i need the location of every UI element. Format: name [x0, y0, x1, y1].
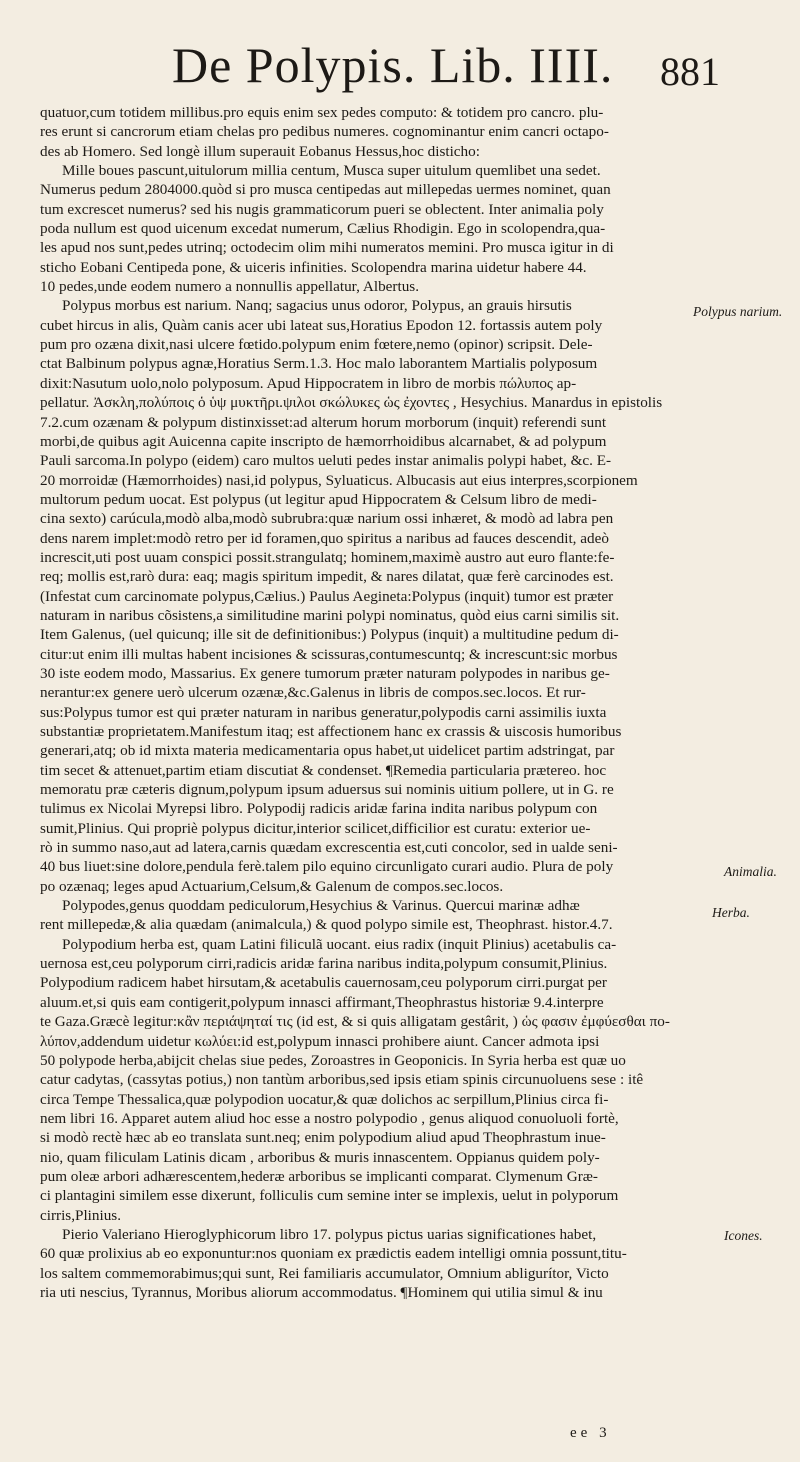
text-line: ci plantagini similem esse dixerunt, folliculis cum semine inter se implexis, uelut in polyporum — [40, 1187, 619, 1205]
text-line: λύπον,addendum uidetur κωλύει:id est,polypum innasci prohibere aiunt. Cancer admota ipsi — [40, 1032, 600, 1050]
text-line: Polypodium herba est, quam Latini filiculã uocant. eius radix (inquit Plinius) acetabulis ca- — [62, 935, 617, 953]
text-line: uernosa est,ceu polyporum cirri,radicis aridæ farina naribus indita,polypum consumit,Plinius. — [40, 955, 608, 973]
text-line: 30 iste eodem modo, Massarius. Ex genere tumorum præter naturam polypodes in naribus ge- — [40, 664, 610, 682]
text-line: nerantur:ex genere uerò ulcerum ozænæ,&c.Galenus in libris de compos.sec.locos. Et rur- — [40, 684, 586, 702]
text-line: aluum.et,si quis eam contigerit,polypum innasci affirmant,Theophrastus historiæ 9.4.interpre — [40, 993, 604, 1011]
text-line: generari,atq; ob id mixta materia medicamentaria opus habet,ut uidelicet partim adstringat, par — [40, 742, 615, 760]
text-line: Pauli sarcoma.In polypo (eidem) caro multos ueluti pedes instar animalis polypi habet, &c. E- — [40, 452, 612, 470]
text-line: des ab Homero. Sed longè illum superauit Eobanus Hessus,hoc disticho: — [40, 142, 480, 160]
text-line: cirris,Plinius. — [40, 1206, 122, 1224]
text-line: Numerus pedum 2804000.quòd si pro musca centipedas aut millepedas uermes nominet, quan — [40, 181, 611, 199]
text-line: rò in summo naso,aut ad latera,carnis quædam excrescentia est,cuti concolor, sed in ualde seni- — [40, 839, 618, 857]
text-line: si modò rectè hæc ab eo translata sunt.neq; enim polypodium aliud apud Theophrastum inue- — [40, 1129, 606, 1147]
text-line: sus:Polypus tumor est qui præter naturam in naribus generatur,polypodis carni assimilis iuxta — [40, 703, 607, 721]
margin-note-herba: Herba. — [712, 905, 750, 920]
folio-number: 881 — [660, 49, 720, 94]
paragraph — [40, 103, 690, 161]
running-title: De Polypis. Lib. IIII. — [172, 37, 614, 93]
margin-note-icones: Icones. — [724, 1228, 763, 1243]
text-line: les apud nos sunt,pedes utrinq; octodecim olim mihi numeratos memini. Pro musca igitur in di — [40, 239, 614, 257]
text-line: Polypus morbus est narium. Nanq; sagacius unus odoror, Polypus, an grauis hirsutis — [62, 297, 572, 315]
paragraph — [40, 1225, 690, 1302]
text-line: morbi,de quibus agit Auicenna capite inscripto de hæmorrhoidibus alcarnabet, & ad polypum — [40, 432, 607, 450]
text-line: pellatur. Ἀσκλη,πολύποις ὁ ὑψ μυκτῆρι.ψιλοι σκώλυκες ὡς ἐχοντες , Hesychius. Manardus in epistolis — [40, 394, 663, 412]
paragraph — [40, 296, 690, 896]
text-line: Pierio Valeriano Hieroglyphicorum libro 17. polypus pictus uarias significationes habet, — [62, 1225, 597, 1243]
text-line: 40 bus liuet:sine dolore,pendula ferè.talem pilo equino circunligato curari audio. Plura de poly — [40, 858, 614, 876]
text-line: memoratu præ cæteris dignum,polypum ipsum aduersus sui nominis uitium pollere, ut in G. re — [40, 781, 614, 799]
text-line: Item Galenus, (uel quicunq; ille sit de definitionibus:) Polypus (inquit) a multitudine pedum di- — [40, 626, 619, 644]
text-line: multorum pedum uocat. Est polypus (ut legitur apud Hippocratem & Celsum libro de medi- — [40, 490, 597, 508]
text-line: cubet hircus in alis, Quàm canis acer ubi lateat sus,Horatius Epodon 12. fortassis autem poly — [40, 316, 603, 334]
text-line: te Gaza.Græcè legitur:κἂν περιάψηταί τις (id est, & si quis alligatam gestârit, ) ὡς φασιν ἐμφύεσθαι πο- — [40, 1013, 670, 1031]
text-line: tim secet & attenuet,partim etiam discutiat & condenset. ¶Remedia particularia prætereo. hoc — [40, 761, 607, 779]
text-line: dixit:Nasutum uolo,nolo polyposum. Apud Hippocratem in libro de morbis πώλυπος ap- — [40, 374, 577, 392]
text-line: tum excrescet numerus? sed his nugis grammaticorum pueri se oblectent. Inter animalia poly — [40, 200, 604, 218]
text-line: res erunt si cancrorum etiam chelas pro pedibus numeres. cognominantur enim cancri octapo- — [40, 123, 609, 141]
text-line: dens narem implet:modò retro per id foramen,quo spiritus a naribus ad fauces descendit, adeò — [40, 529, 609, 547]
text-line: po ozænaq; leges apud Actuarium,Celsum,& Galenum de compos.sec.locos. — [40, 877, 504, 895]
main-text-block — [40, 103, 690, 1302]
paragraph — [40, 935, 690, 1225]
text-line: Polypodium radicem habet hirsutam,& acetabulis cauernosam,ceu polyporum cirri.purgat per — [40, 974, 607, 992]
text-line: naturam in naribus cõsistens,a similitudine marini polypi nominatus, quòd eius carni similis sit. — [40, 606, 620, 624]
text-line: tulimus ex Nicolai Myrepsi libro. Polypodij radicis aridæ farina indita naribus polypum con — [40, 800, 598, 818]
text-line: req; mollis est,rarò dura: eaq; magis spiritum impedit, & nares dilatat, quæ ferè carcinodes est. — [40, 568, 614, 586]
text-line: ria uti nescius, Tyrannus, Moribus aliorum accommodatus. ¶Hominem qui utilia simul & inu — [40, 1283, 603, 1301]
text-line: Mille boues pascunt,uitulorum millia centum, Musca super uitulum quemlibet una sedet. — [62, 162, 601, 180]
text-line: sumit,Plinius. Qui propriè polypus dicitur,interior scilicet,difficilior est curatu: exterior ue- — [40, 819, 591, 837]
text-line: quatuor,cum totidem millibus.pro equis enim sex pedes computo: & totidem pro cancro. plu- — [40, 104, 604, 121]
text-line: substantiæ proprietatem.Manifestum itaq; est affectionem hanc ex crassis & uiscosis humoribus — [40, 723, 622, 740]
text-line: Polypodes,genus quoddam pediculorum,Hesychius & Varinus. Quercui marinæ adhæ — [62, 897, 580, 915]
margin-note-animalia: Animalia. — [724, 864, 777, 879]
text-line: pum pro ozæna dixit,nasi ulcere fœtido.polypum enim fœtere,nemo (opinor) scripsit. Dele- — [40, 336, 593, 354]
text-line: poda nullum est quod uicenum excedat numerum, Cælius Rhodigin. Ego in scolopendra,qua- — [40, 220, 606, 238]
text-line: sticho Eobani Centipeda pone, & uiceris infinities. Scolopendra marina uidetur habere 44. — [40, 258, 587, 276]
text-line: 7.2.cum ozænam & polypum distinxisset:ad alterum horum morborum (inquit) referendi sunt — [40, 413, 607, 431]
text-line: catur cadytas, (cassytas potius,) non tantùm arboribus,sed ipsis etiam spinis circunuoluens sese : itê — [40, 1071, 644, 1089]
text-line: los saltem commemorabimus;qui sunt, Rei familiaris accumulator, Omnium abligurítor, Victo — [40, 1264, 609, 1282]
text-line: increscit,uti post uuam conspici possit.strangulatq; hominem,maximè austro aut euro flante:fe- — [40, 548, 615, 566]
margin-note-polypus-narium: Polypus narium. — [693, 304, 783, 319]
text-line: rent millepedæ,& alia quædam (animalcula,) & quod polypo simile est, Theophrast. histor.4.7. — [40, 916, 613, 934]
text-line: citur:ut enim illi multas habent incisiones & scissuras,contumescuntq; & increscunt:sic morbus — [40, 645, 618, 663]
signature-mark: ee 3 — [570, 1425, 611, 1441]
text-line: 20 morroidæ (Hæmorrhoides) nasi,id polypus, Syluaticus. Albucasis aut eius interpres,scorpionem — [40, 471, 638, 489]
text-line: (Infestat cum carcinomate polypus,Cælius.) Paulus Aegineta:Polypus (inquit) tumor est præter — [40, 587, 614, 605]
text-line: cina sexto) carúcula,modò alba,modò subrubra:quæ narium ossi inhæret, & modò ad labra pen — [40, 510, 614, 528]
paragraph — [40, 896, 690, 935]
text-line: circa Tempe Thessalica,quæ polypodion uocatur,& quæ dolichos ac serpillum,Plinius circa fi- — [40, 1090, 609, 1108]
text-line: pum oleæ arbori adhærescentem,hederæ arboribus se implicanti comparat. Clymenum Græ- — [40, 1167, 598, 1185]
text-line: 10 pedes,unde eodem numero a nonnullis appellatur, Albertus. — [40, 278, 419, 296]
text-line: ctat Balbinum polypus agnæ,Horatius Serm.1.3. Hoc malo laborantem Martialis polyposum — [40, 355, 598, 373]
page-header — [0, 37, 800, 110]
paragraph — [40, 161, 690, 296]
text-line: nem libri 16. Apparet autem aliud hoc esse a nostro polypodio , genus aliquod conuoluoli fortè, — [40, 1109, 619, 1127]
text-line: 60 quæ prolixius ab eo exponuntur:nos quoniam ex prædictis eadem intelligi omnia possunt,titu- — [40, 1245, 627, 1263]
text-line: nio, quam filiculam Latinis dicam , arboribus & muris innascentem. Oppianus quidem poly- — [40, 1148, 600, 1166]
text-line: 50 polypode herba,abijcit chelas siue pedes, Zoroastres in Geoponicis. In Syria herba est quæ uo — [40, 1051, 626, 1069]
